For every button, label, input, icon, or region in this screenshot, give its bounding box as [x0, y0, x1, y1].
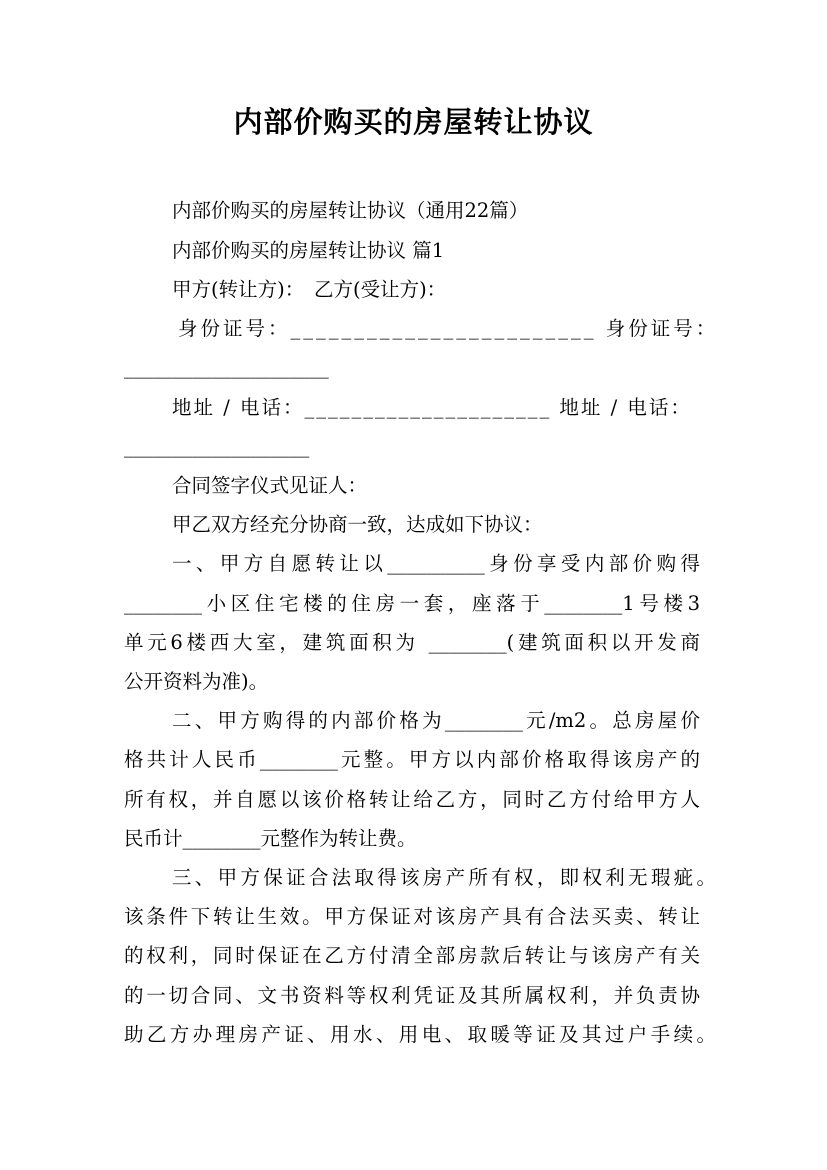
clause-2-line-1: 二、甲方购得的内部价格为________元/m2。总房屋价 — [172, 709, 700, 732]
clause-1-line-2: ________小区住宅楼的住房一套，座落于________1号楼3 — [124, 592, 700, 615]
clause-1-line-1: 一、甲方自愿转让以__________身份享受内部价购得 — [172, 552, 700, 575]
clause-3-line-4: 的一切合同、文书资料等权利凭证及其所属权利，并负责协 — [124, 984, 700, 1007]
id-number-blank: _____________________ — [124, 356, 329, 379]
agreement-intro: 甲乙双方经充分协商一致，达成如下协议： — [172, 513, 543, 536]
section-heading: 内部价购买的房屋转让协议 篇1 — [172, 239, 445, 262]
address-phone-line: 地址 / 电话：_____________________ 地址 / 电话： — [172, 396, 692, 419]
clause-2-line-3: 所有权，并自愿以该价格转让给乙方，同时乙方付给甲方人 — [124, 788, 700, 811]
clause-3-line-5: 助乙方办理房产证、用水、用电、取暖等证及其过户手续。 — [124, 1023, 716, 1046]
clause-2-line-4: 民币计________元整作为转让费。 — [124, 827, 417, 850]
subtitle-line: 内部价购买的房屋转让协议（通用22篇） — [172, 199, 529, 222]
witness-line: 合同签字仪式见证人： — [172, 474, 368, 497]
clause-1-line-3: 单元6楼西大室，建筑面积为 ________(建筑面积以开发商 — [124, 631, 700, 654]
id-number-line: 身份证号：________________________ 身份证号： — [178, 317, 719, 340]
address-phone-blank: ___________________ — [124, 435, 310, 458]
document-title: 内部价购买的房屋转让协议 — [233, 105, 594, 139]
clause-3-line-1: 三、甲方保证合法取得该房产所有权，即权利无瑕疵。 — [172, 866, 716, 889]
clause-3-line-3: 的权利，同时保证在乙方付清全部房款后转让与该房产有关 — [124, 944, 700, 967]
clause-3-line-2: 该条件下转让生效。甲方保证对该房产具有合法买卖、转让 — [124, 905, 700, 928]
party-line: 甲方(转让方)： 乙方(受让方)： — [172, 278, 447, 301]
clause-1-line-4: 公开资料为准)。 — [124, 670, 269, 693]
clause-2-line-2: 格共计人民币________元整。甲方以内部价格取得该房产的 — [124, 748, 700, 771]
